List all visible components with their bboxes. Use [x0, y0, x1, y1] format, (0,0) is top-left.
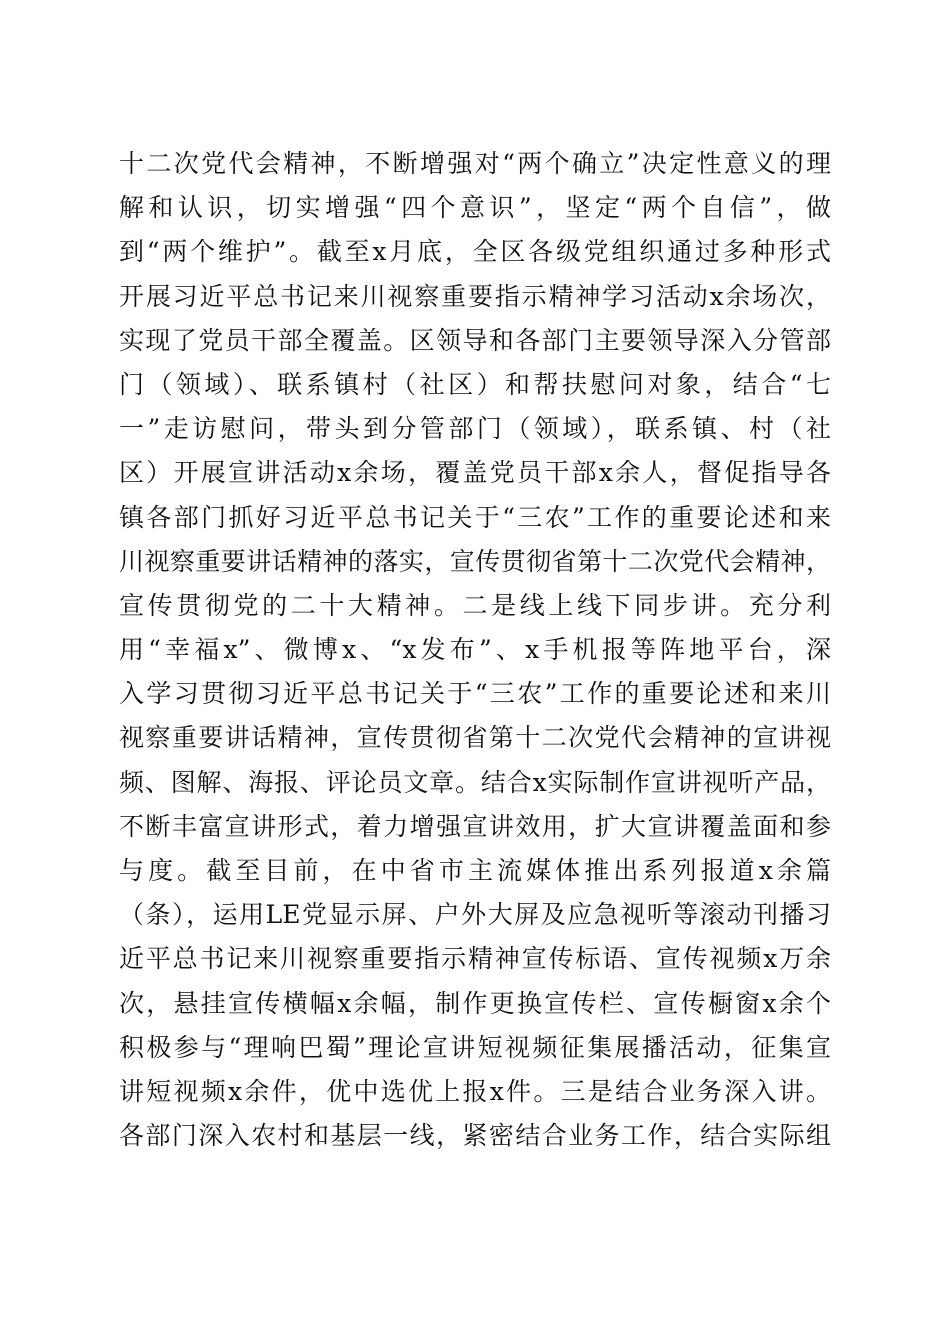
text-line: 用“幸福x”、微博x、“x发布”、x手机报等阵地平台，深: [119, 635, 831, 665]
text-line: （条），运用LE党显示屏、户外大屏及应急视听等滚动刊播习: [119, 900, 831, 930]
text-line: 到“两个维护”。截至x月底，全区各级党组织通过多种形式: [119, 237, 831, 267]
text-line: 实现了党员干部全覆盖。区领导和各部门主要领导深入分管部: [119, 325, 831, 355]
text-line: 积极参与“理响巴蜀”理论宣讲短视频征集展播活动，征集宣: [119, 1032, 831, 1062]
text-line: 各部门深入农村和基层一线，紧密结合业务工作，结合实际组: [119, 1121, 831, 1151]
text-line: 近平总书记来川视察重要指示精神宣传标语、宣传视频x万余: [119, 944, 831, 974]
text-line: 川视察重要讲话精神的落实，宣传贯彻省第十二次党代会精神，: [119, 546, 831, 576]
text-line: 不断丰富宣讲形式，着力增强宣讲效用，扩大宣讲覆盖面和参: [119, 811, 831, 841]
text-line: 十二次党代会精神，不断增强对“两个确立”决定性意义的理: [119, 149, 831, 178]
text-line: 解和认识，切实增强“四个意识”，坚定“两个自信”，做: [119, 193, 831, 223]
text-line: 一”走访慰问，带头到分管部门（领域），联系镇、村（社: [119, 414, 831, 444]
text-line: 镇各部门抓好习近平总书记关于“三农”工作的重要论述和来: [119, 502, 831, 532]
text-line: 区）开展宣讲活动x余场，覆盖党员干部x余人，督促指导各: [119, 458, 831, 488]
text-line: 开展习近平总书记来川视察重要指示精神学习活动x余场次，: [119, 281, 831, 311]
text-line: 门（领域）、联系镇村（社区）和帮扶慰问对象，结合“七: [119, 369, 831, 399]
text-line: 讲短视频x余件，优中选优上报x件。三是结合业务深入讲。: [119, 1076, 831, 1106]
text-line: 入学习贯彻习近平总书记关于“三农”工作的重要论述和来川: [119, 679, 831, 709]
text-line: 与度。截至目前，在中省市主流媒体推出系列报道x余篇: [119, 856, 831, 885]
text-line: 次，悬挂宣传横幅x余幅，制作更换宣传栏、宣传橱窗x余个: [119, 988, 831, 1018]
text-line: 宣传贯彻党的二十大精神。二是线上线下同步讲。充分利: [119, 590, 831, 620]
text-line: 视察重要讲话精神，宣传贯彻省第十二次党代会精神的宣讲视: [119, 723, 831, 753]
text-line: 频、图解、海报、评论员文章。结合x实际制作宣讲视听产品，: [119, 767, 831, 797]
body-text: [119, 142, 831, 1158]
